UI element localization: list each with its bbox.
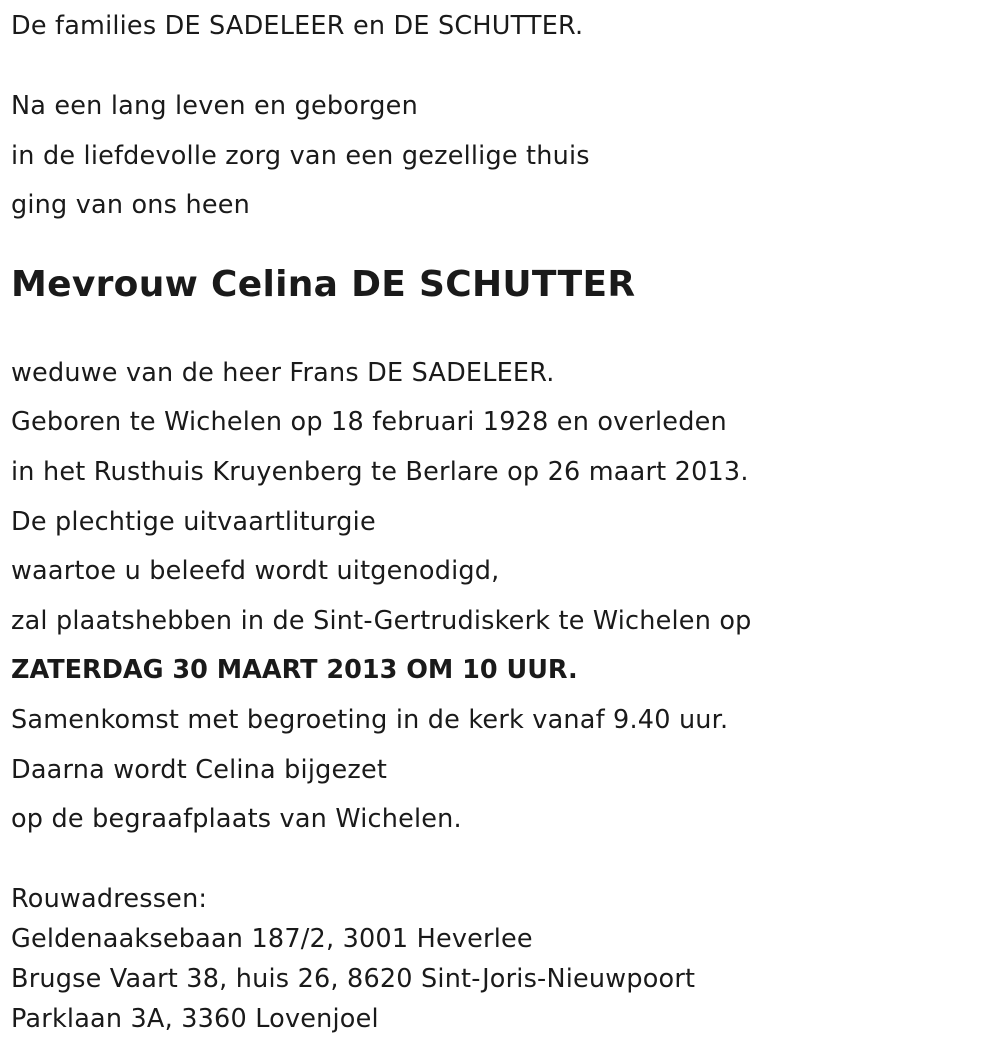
preamble-line: in de liefdevolle zorg van een gezellige thuis xyxy=(11,141,590,171)
families-intro: De families DE SADELEER en DE SCHUTTER. xyxy=(11,11,584,41)
deceased-name: Mevrouw Celina DE SCHUTTER xyxy=(11,264,636,305)
service-datetime: ZATERDAG 30 MAART 2013 OM 10 UUR. xyxy=(11,655,578,685)
address-line: Parklaan 3A, 3360 Lovenjoel xyxy=(11,1004,379,1034)
preamble-line: Na een lang leven en geborgen xyxy=(11,91,418,121)
after-service-line: Daarna wordt Celina bijgezet xyxy=(11,755,388,785)
address-line: Brugse Vaart 38, huis 26, 8620 Sint-Joris-Nieuwpoort xyxy=(11,964,696,994)
detail-line: weduwe van de heer Frans DE SADELEER. xyxy=(11,358,555,388)
detail-line: waartoe u beleefd wordt uitgenodigd, xyxy=(11,556,500,586)
detail-line: in het Rusthuis Kruyenberg te Berlare op 26 maart 2013. xyxy=(11,457,749,487)
detail-line: zal plaatshebben in de Sint-Gertrudiskerk te Wichelen op xyxy=(11,606,752,636)
preamble-line: ging van ons heen xyxy=(11,190,250,220)
detail-line: Geboren te Wichelen op 18 februari 1928 en overleden xyxy=(11,407,727,437)
addresses-label: Rouwadressen: xyxy=(11,884,208,914)
after-service-line: op de begraafplaats van Wichelen. xyxy=(11,804,462,834)
detail-line: De plechtige uitvaartliturgie xyxy=(11,507,376,537)
address-line: Geldenaaksebaan 187/2, 3001 Heverlee xyxy=(11,924,533,954)
after-service-line: Samenkomst met begroeting in de kerk vanaf 9.40 uur. xyxy=(11,705,729,735)
